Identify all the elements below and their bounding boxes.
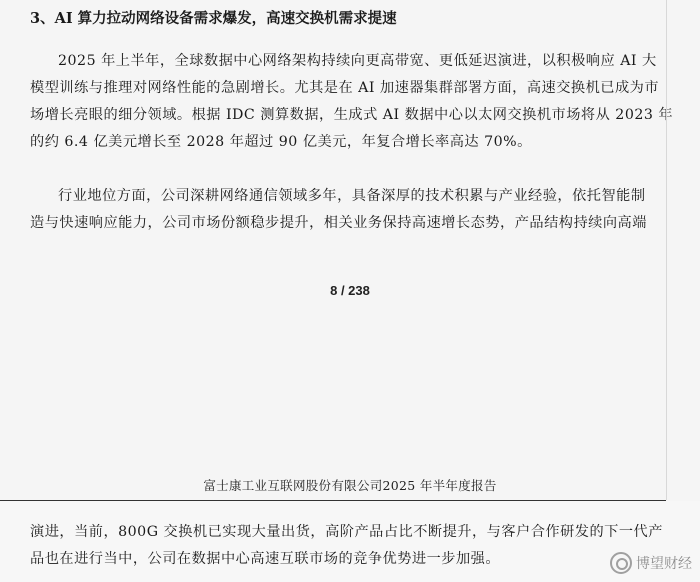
weibo-logo-icon — [610, 552, 632, 574]
watermark — [610, 552, 692, 574]
section-heading: 3、AI 算力拉动网络设备需求爆发，高速交换机需求提速 — [30, 10, 397, 27]
text-line: 造与快速响应能力，公司市场份额稳步提升，相关业务保持高速增长态势，产品结构持续向高端 — [30, 215, 647, 231]
page-edge — [666, 0, 667, 500]
text-line: 行业地位方面，公司深耕网络通信领域多年，具备深厚的技术积累与产业经验，依托智能制 — [58, 188, 646, 204]
text-line: 品也在进行当中，公司在数据中心高速互联市场的竞争优势进一步加强。 — [30, 551, 501, 567]
text-line: 2025 年上半年，全球数据中心网络架构持续向更高带宽、更低延迟演进，以积极响应 AI 大 — [58, 53, 657, 69]
page-number: 8 / 238 — [330, 283, 370, 298]
text-line: 模型训练与推理对网络性能的急剧增长。尤其是在 AI 加速器集群部署方面，高速交换机已成为市 — [30, 80, 660, 96]
text-line: 的约 6.4 亿美元增长至 2028 年超过 90 亿美元，年复合增长率高达 70%。 — [30, 134, 532, 150]
report-footer-title: 富士康工业互联网股份有限公司2025 年半年度报告 — [203, 478, 497, 493]
paragraph-continuation — [30, 519, 680, 573]
paragraph-industry-position — [30, 183, 680, 237]
text-line: 演进，当前，800G 交换机已实现大量出货，高阶产品占比不断提升，与客户合作研发的下一代产 — [30, 524, 663, 540]
text-line: 场增长亮眼的细分领域。根据 IDC 测算数据，生成式 AI 数据中心以太网交换机市场将从 2023 年 — [30, 107, 674, 123]
paragraph-market-growth — [30, 48, 680, 156]
watermark-text: 博望财经 — [636, 556, 692, 572]
